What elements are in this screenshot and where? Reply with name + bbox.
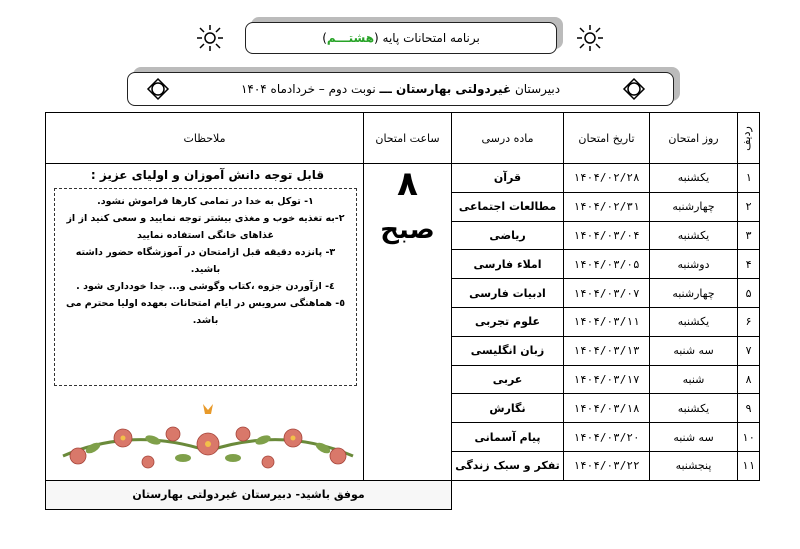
col-header-time: ساعت امتحان <box>364 113 452 164</box>
exam-day: سه شنبه <box>650 336 738 365</box>
exam-day: یکشنبه <box>650 394 738 423</box>
exam-date: ۱۴۰۴/۰۳/۱۱ <box>564 307 650 336</box>
exam-subject: تفکر و سبک زندگی <box>452 451 564 480</box>
exam-day: پنجشنبه <box>650 451 738 480</box>
exam-schedule-table <box>45 112 760 510</box>
row-number: ۳ <box>738 221 760 250</box>
col-header-row-number: ردیف <box>738 113 760 164</box>
row-number: ۱۰ <box>738 423 760 452</box>
shield-ornament-icon <box>146 77 170 101</box>
row-number: ۱۱ <box>738 451 760 480</box>
col-header-subject: ماده درسی <box>452 113 564 164</box>
exam-day: یکشنبه <box>650 221 738 250</box>
table-header-row <box>46 113 760 164</box>
school-prefix: دبیرستان <box>514 82 561 96</box>
exam-date: ۱۴۰۴/۰۳/۱۳ <box>564 336 650 365</box>
exam-day: سه شنبه <box>650 423 738 452</box>
note-item: ۳- پانزده دقیقه قبل ازامتحان در آموزشگاه حضور داشته باشید. <box>75 247 336 275</box>
note-item: ٤- ازآوردن جزوه ،کتاب وگوشی و... جدا خودداری شود . <box>76 281 335 292</box>
exam-subject: مطالعات اجتماعی <box>452 192 564 221</box>
exam-subject: املاء فارسی <box>452 250 564 279</box>
exam-date: ۱۴۰۴/۰۳/۲۰ <box>564 423 650 452</box>
sun-ornament-icon <box>196 24 224 52</box>
row-number: ۴ <box>738 250 760 279</box>
exam-date: ۱۴۰۴/۰۲/۲۸ <box>564 164 650 193</box>
exam-subject: نگارش <box>452 394 564 423</box>
exam-day: چهارشنبه <box>650 192 738 221</box>
table-footer-row <box>46 480 760 509</box>
exam-subject: عربی <box>452 365 564 394</box>
table-row <box>46 164 760 193</box>
title-prefix: برنامه امتحانات پایه ( <box>374 31 480 45</box>
exam-time-cell <box>364 164 452 481</box>
exam-date: ۱۴۰۴/۰۳/۰۴ <box>564 221 650 250</box>
row-number: ۹ <box>738 394 760 423</box>
row-number: ۱ <box>738 164 760 193</box>
note-item: ۲-به تغذیه خوب و مغذی بیشتر توجه نمایید و سعی کنید از از غذاهای خانگی استفاده نمایید <box>66 213 345 241</box>
exam-subject: پیام آسمانی <box>452 423 564 452</box>
exam-time-label: صبح <box>380 215 435 245</box>
col-header-notes: ملاحظات <box>46 113 364 164</box>
footer-spacer <box>452 480 760 509</box>
notes-list <box>54 188 357 386</box>
col-header-date: تاریخ امتحان <box>564 113 650 164</box>
col-header-day: روز امتحان <box>650 113 738 164</box>
exam-term: نوبت دوم – خردادماه ۱۴۰۴ <box>240 82 376 96</box>
row-number: ۶ <box>738 307 760 336</box>
exam-day: یکشنبه <box>650 164 738 193</box>
notes-title: قابل توجه دانش آموزان و اولیای عزیز : <box>90 168 325 182</box>
note-item: ۱- توکل به خدا در تمامی کارها فراموش نشود. <box>97 196 314 207</box>
exam-day: یکشنبه <box>650 307 738 336</box>
school-banner <box>127 72 674 106</box>
exam-subject: علوم تجربی <box>452 307 564 336</box>
shield-ornament-icon <box>622 77 646 101</box>
butterfly-icon <box>203 404 213 414</box>
footer-message: موفق باشید- دبیرستان غیردولتی بهارستان <box>46 480 452 509</box>
exam-date: ۱۴۰۴/۰۳/۰۷ <box>564 279 650 308</box>
exam-date: ۱۴۰۴/۰۳/۰۵ <box>564 250 650 279</box>
row-number: ۵ <box>738 279 760 308</box>
exam-subject: ریاضی <box>452 221 564 250</box>
exam-title-banner <box>245 22 557 54</box>
note-item: ٥- هماهنگی سرویس در ایام امتحانات بعهده اولیا محترم می باشد. <box>65 298 346 326</box>
row-number: ۷ <box>738 336 760 365</box>
title-suffix: ) <box>322 31 327 45</box>
exam-date: ۱۴۰۴/۰۲/۳۱ <box>564 192 650 221</box>
flower-garland-decoration <box>53 396 363 476</box>
exam-subject: قرآن <box>452 164 564 193</box>
school-name: غیردولتی بهارستان ـــ <box>379 82 512 96</box>
row-number: ۸ <box>738 365 760 394</box>
exam-day: شنبه <box>650 365 738 394</box>
grade-label: هشتـــم <box>326 31 375 45</box>
exam-day: چهارشنبه <box>650 279 738 308</box>
exam-day: دوشنبه <box>650 250 738 279</box>
exam-date: ۱۴۰۴/۰۳/۲۲ <box>564 451 650 480</box>
sun-ornament-icon <box>576 24 604 52</box>
exam-date: ۱۴۰۴/۰۳/۱۸ <box>564 394 650 423</box>
notes-cell <box>46 164 364 481</box>
exam-date: ۱۴۰۴/۰۳/۱۷ <box>564 365 650 394</box>
exam-subject: ادبیات فارسی <box>452 279 564 308</box>
row-number: ۲ <box>738 192 760 221</box>
exam-hour: ۸ <box>397 164 418 204</box>
exam-subject: زبان انگلیسی <box>452 336 564 365</box>
